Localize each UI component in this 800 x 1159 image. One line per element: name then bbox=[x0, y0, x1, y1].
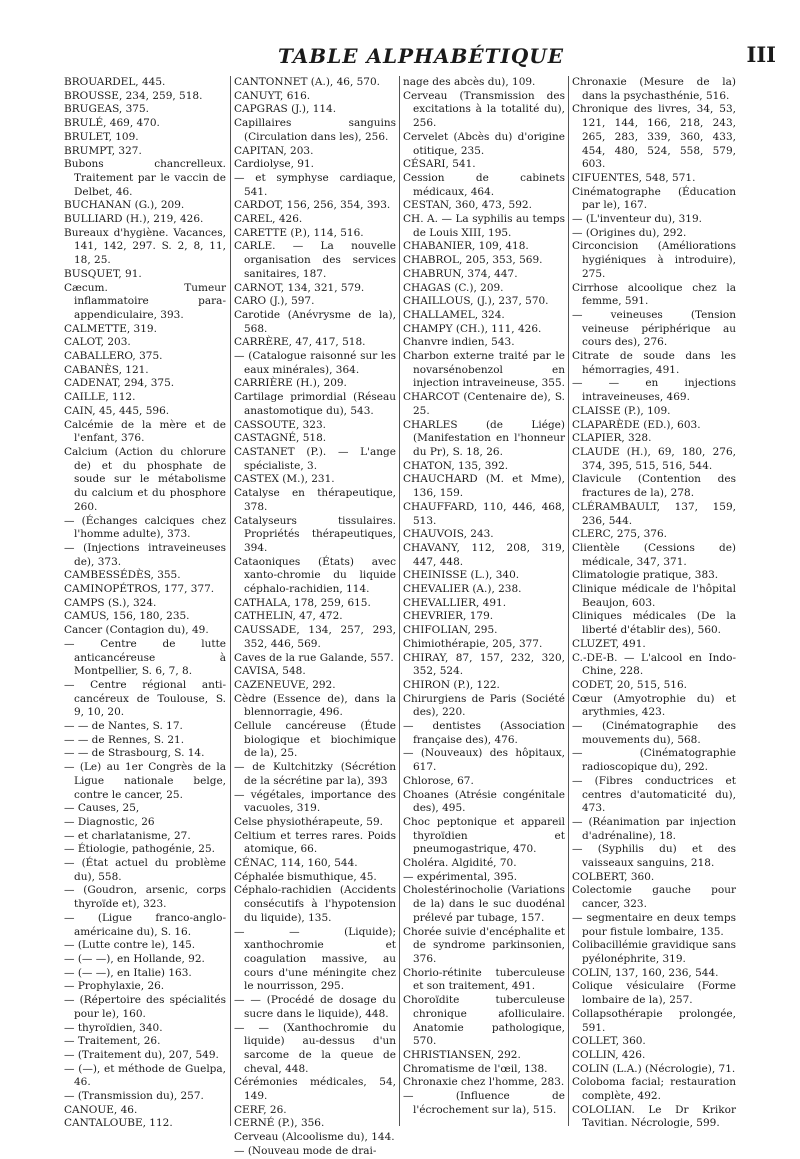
index-entry: COLIN (L.A.) (Nécrologie), 71. bbox=[572, 1062, 736, 1075]
index-entry: — (—), et méthode de Guelpa, 46. bbox=[64, 1062, 226, 1089]
index-entry: Cèdre (Essence de), dans la blennorragie, 496. bbox=[234, 692, 396, 719]
index-entry: COLBERT, 360. bbox=[572, 870, 655, 883]
index-entry: CHIRAY, 87, 157, 232, 320, 352, 524. bbox=[403, 651, 565, 678]
index-entry: — expérimental, 395. bbox=[403, 870, 518, 883]
index-entry: CHAUCHARD (M. et Mme), 136, 159. bbox=[403, 473, 565, 500]
index-entry: BROUSSE, 234, 259, 518. bbox=[64, 89, 203, 102]
index-column-4 bbox=[568, 76, 736, 1130]
index-entry: Cancer (Contagion du), 49. bbox=[64, 624, 209, 637]
index-entry: nage des abcès du), 109. bbox=[403, 76, 536, 88]
index-entry: CHEVALLIER, 491. bbox=[403, 596, 507, 609]
index-entry: Cardiolyse, 91. bbox=[234, 158, 314, 171]
index-entry: — — (Xanthochromie du liquide) au-dessus d'un sarcome de la queue de cheval, 448. bbox=[234, 1021, 396, 1075]
index-entry: CARRÈRE, 47, 417, 518. bbox=[234, 336, 366, 349]
index-entry: CHARCOT (Centenaire de), S. 25. bbox=[403, 391, 565, 417]
index-entry: CÉNAC, 114, 160, 544. bbox=[234, 857, 358, 870]
index-entry: COLLET, 360. bbox=[572, 1035, 646, 1048]
index-entry: Choléra. Algidité, 70. bbox=[403, 857, 517, 870]
index-entry: Caves de la rue Galande, 557. bbox=[234, 651, 394, 664]
index-entry: CHIFOLIAN, 295. bbox=[403, 624, 498, 637]
index-entry: CHAUFFARD, 110, 446, 468, 513. bbox=[403, 500, 565, 527]
index-entry: — (Le) au 1er Congrès de la Ligue nationale belge, contre le cancer, 25. bbox=[64, 761, 226, 801]
index-entry: CHEVALIER (A.), 238. bbox=[403, 583, 522, 596]
index-entry: Clientèle (Cessions de) médicale, 347, 371. bbox=[572, 541, 736, 568]
index-entry: Climatologie pratique, 383. bbox=[572, 569, 719, 582]
index-entry: Cinématographe (Éducation par le), 167. bbox=[572, 185, 736, 212]
index-entry: — (Échanges calciques chez l'homme adulte), 373. bbox=[64, 514, 226, 541]
index-entry: Chronique des livres, 34, 53, 121, 144, 166, 218, 243, 265, 283, 339, 360, 433, 454, 480, 524, 558, 579, 603. bbox=[572, 103, 736, 171]
index-entry: Cerveau (Transmission des excitations à la totalité du), 256. bbox=[403, 89, 565, 130]
index-entry: — (Cinématographie des mouvements du), 568. bbox=[572, 720, 736, 746]
index-column-3 bbox=[399, 76, 565, 1126]
index-entry: Chorée suivie d'encéphalite et de syndrome parkinsonien, 376. bbox=[403, 925, 565, 965]
index-entry: CASTEX (M.), 231. bbox=[234, 473, 335, 486]
index-entry: CAIN, 45, 445, 596. bbox=[64, 404, 170, 417]
index-entry: Clavicule (Contention des fractures de la), 278. bbox=[572, 473, 736, 500]
index-entry: BUSQUET, 91. bbox=[64, 267, 142, 280]
index-entry: — (— —), en Hollande, 92. bbox=[64, 953, 205, 965]
index-entry: Capillaires sanguins (Circulation dans les), 256. bbox=[234, 117, 396, 143]
index-entry: CLÉRAMBAULT, 137, 159, 236, 544. bbox=[572, 500, 736, 527]
index-entry: Cholestérinocholie (Variations de la) dans le suc duodénal prélevé par tubage, 157. bbox=[403, 884, 565, 924]
index-entry: CARLE. — La nouvelle organisation des services sanitaires, 187. bbox=[234, 240, 396, 280]
index-entry: CANTONNET (A.), 46, 570. bbox=[234, 76, 381, 88]
index-entry: Cataoniques (États) avec xanto-chromie du liquide céphalo-rachidien, 114. bbox=[234, 555, 396, 596]
index-entry: Cartilage primordial (Réseau anastomotique du), 543. bbox=[234, 391, 396, 417]
index-entry: — (Cinématographie radioscopique du), 292. bbox=[572, 747, 736, 774]
index-entry: CALOT, 203. bbox=[64, 336, 131, 349]
index-entry: — thyroïdien, 340. bbox=[64, 1021, 163, 1034]
index-entry: CLERC, 275, 376. bbox=[572, 528, 668, 541]
index-entry: Chirurgiens de Paris (Société des), 220. bbox=[403, 692, 565, 719]
index-entry: — — en injections intraveineuses, 469. bbox=[572, 377, 736, 404]
index-entry: — (Goudron, arsenic, corps thyroïde et), 323. bbox=[64, 884, 226, 911]
index-entry: — segmentaire en deux temps pour fistule lombaire, 135. bbox=[572, 911, 736, 938]
index-entry: BUCHANAN (G.), 209. bbox=[64, 199, 185, 212]
index-entry: CAUSSADE, 134, 257, 293, 352, 446, 569. bbox=[234, 624, 396, 650]
index-entry: CH. A. — La syphilis au temps de Louis XIII, 195. bbox=[403, 213, 565, 239]
index-entry: — Prophylaxie, 26. bbox=[64, 980, 165, 993]
index-entry: CLAPARÈDE (ED.), 603. bbox=[572, 418, 701, 431]
index-entry: BRUMPT, 327. bbox=[64, 144, 142, 157]
index-entry: CLUZET, 491. bbox=[572, 637, 646, 650]
index-entry: CLAUDE (H.), 69, 180, 276, 374, 395, 515, 516, 544. bbox=[572, 445, 736, 472]
index-entry: CHARLES (de Liége) (Manifestation en l'honneur du Pr), S. 18, 26. bbox=[403, 418, 565, 458]
index-entry: CHABROL, 205, 353, 569. bbox=[403, 254, 543, 267]
index-entry: — Causes, 25, bbox=[64, 802, 140, 815]
index-entry: CAMINOPÉTROS, 177, 377. bbox=[64, 583, 215, 596]
index-entry: Bureaux d'hygiène. Vacances, 141, 142, 297. S. 2, 8, 11, 18, 25. bbox=[64, 226, 226, 267]
index-entry: BULLIARD (H.), 219, 426. bbox=[64, 213, 204, 226]
index-entry: CANOUE, 46. bbox=[64, 1103, 138, 1116]
index-entry: Chanvre indien, 543. bbox=[403, 336, 515, 349]
index-entry: CERF, 26. bbox=[234, 1103, 287, 1116]
index-entry: Choroïdite tuberculeuse chronique afolliculaire. Anatomie pathologique, 570. bbox=[403, 994, 565, 1048]
index-entry: — — de Nantes, S. 17. bbox=[64, 720, 183, 733]
index-entry: Colectomie gauche pour cancer, 323. bbox=[572, 884, 736, 911]
index-entry: CAMUS, 156, 180, 235. bbox=[64, 610, 190, 623]
index-entry: Cervelet (Abcès du) d'origine otitique, 235. bbox=[403, 130, 565, 157]
index-entry: — (Syphilis du) et des vaisseaux sanguins, 218. bbox=[572, 843, 736, 870]
index-entry: Cœur (Amyotrophie du) et arythmies, 423. bbox=[572, 692, 736, 719]
index-entry: BRULÉ, 469, 470. bbox=[64, 117, 160, 130]
index-entry: CARNOT, 134, 321, 579. bbox=[234, 281, 365, 294]
index-entry: CHALLAMEL, 324. bbox=[403, 308, 505, 321]
index-entry: CHRISTIANSEN, 292. bbox=[403, 1048, 521, 1061]
index-entry: Chromatisme de l'œil, 138. bbox=[403, 1062, 548, 1075]
index-column-1 bbox=[64, 76, 226, 1130]
index-entry: CALMETTE, 319. bbox=[64, 322, 157, 335]
index-entry: — Étiologie, pathogénie, 25. bbox=[64, 843, 215, 856]
index-entry: CAZENEUVE, 292. bbox=[234, 678, 336, 691]
index-columns bbox=[64, 76, 778, 1157]
index-entry: Chronaxie chez l'homme, 283. bbox=[403, 1076, 565, 1089]
index-entry: CLAPIER, 328. bbox=[572, 432, 652, 445]
index-entry: C.-DE-B. — L'alcool en Indo-Chine, 228. bbox=[572, 651, 736, 678]
index-entry: — (État actuel du problème du), 558. bbox=[64, 857, 226, 883]
index-entry: CARDOT, 156, 256, 354, 393. bbox=[234, 199, 391, 212]
index-entry: CHATON, 135, 392. bbox=[403, 459, 509, 472]
index-entry: CATHELIN, 47, 472. bbox=[234, 610, 343, 623]
index-entry: CHABRUN, 374, 447. bbox=[403, 267, 518, 280]
index-entry: CAILLE, 112. bbox=[64, 391, 136, 404]
index-entry: CESTAN, 360, 473, 592. bbox=[403, 199, 532, 212]
index-entry: — — (Procédé de dosage du sucre dans le liquide), 448. bbox=[234, 994, 396, 1020]
index-entry: BRULET, 109. bbox=[64, 130, 139, 143]
index-entry: CERNÉ (P.), 356. bbox=[234, 1117, 325, 1130]
index-entry: Cæcum. Tumeur inflammatoire para-appendiculaire, 393. bbox=[64, 281, 226, 321]
index-entry: COLOLIAN. Le Dr Krikor Tavitian. Nécrologie, 599. bbox=[572, 1103, 736, 1130]
index-entry: CATHALA, 178, 259, 615. bbox=[234, 596, 371, 609]
index-entry: — (Lutte contre le), 145. bbox=[64, 939, 196, 952]
index-entry: CAPGRAS (J.), 114. bbox=[234, 103, 337, 116]
index-entry: Calcium (Action du chlorure de) et du phosphate de soude sur le métabolisme du calcium et du phosphore 260. bbox=[64, 445, 226, 513]
index-entry: — (— —), en Italie) 163. bbox=[64, 966, 192, 979]
index-entry: — (L'inventeur du), 319. bbox=[572, 213, 703, 226]
index-entry: CODET, 20, 515, 516. bbox=[572, 678, 687, 691]
index-entry: — (Transmission du), 257. bbox=[64, 1090, 204, 1103]
index-entry: CAMPS (S.), 324. bbox=[64, 596, 157, 609]
index-entry: Cession de cabinets médicaux, 464. bbox=[403, 171, 565, 198]
index-entry: Calcémie de la mère et de l'enfant, 376. bbox=[64, 418, 226, 445]
page-number: III bbox=[746, 42, 776, 67]
index-entry: CHAMPY (CH.), 111, 426. bbox=[403, 322, 542, 335]
index-entry: CARRIÈRE (H.), 209. bbox=[234, 377, 347, 390]
index-entry: CHAILLOUS, (J.), 237, 570. bbox=[403, 295, 549, 308]
index-entry: Carotide (Anévrysme de la), 568. bbox=[234, 308, 396, 335]
index-entry: CANUYT, 616. bbox=[234, 89, 311, 102]
index-entry: — Diagnostic, 26 bbox=[64, 815, 155, 828]
index-entry: Choanes (Atrésie congénitale des), 495. bbox=[403, 788, 565, 815]
index-entry: Colique vésiculaire (Forme lombaire de la), 257. bbox=[572, 980, 736, 1007]
index-entry: — veineuses (Tension veineuse périphérique au cours des), 276. bbox=[572, 308, 736, 349]
index-entry: Bubons chancrelleux. Traitement par le vaccin de Delbet, 46. bbox=[64, 158, 226, 198]
index-entry: CABALLERO, 375. bbox=[64, 350, 163, 363]
index-entry: CAPITAN, 203. bbox=[234, 144, 314, 157]
index-entry: CHEINISSE (L.), 340. bbox=[403, 569, 520, 582]
index-entry: — Traitement, 26. bbox=[64, 1035, 161, 1048]
index-entry: CHAVANY, 112, 208, 319, 447, 448. bbox=[403, 541, 565, 568]
index-entry: CASSOUTE, 323. bbox=[234, 418, 326, 431]
index-entry: — et symphyse cardiaque, 541. bbox=[234, 171, 396, 198]
index-entry: Colibacillémie gravidique sans pyélonéphrite, 319. bbox=[572, 939, 736, 965]
index-entry: CAREL, 426. bbox=[234, 213, 303, 226]
index-entry: CABANÈS, 121. bbox=[64, 363, 149, 376]
index-entry: Charbon externe traité par le novarsénobenzol en injection intraveineuse, 355. bbox=[403, 350, 565, 390]
index-entry: — dentistes (Association française des), 476. bbox=[403, 720, 565, 746]
index-entry: Citrate de soude dans les hémorragies, 491. bbox=[572, 350, 736, 376]
index-entry: — — de Strasbourg, S. 14. bbox=[64, 747, 205, 760]
index-entry: — (Fibres conductrices et centres d'automaticité du), 473. bbox=[572, 774, 736, 815]
index-entry: Cérémonies médicales, 54, 149. bbox=[234, 1076, 396, 1103]
index-entry: Céphalo-rachidien (Accidents consécutifs à l'hypotension du liquide), 135. bbox=[234, 884, 396, 924]
index-entry: — et charlatanisme, 27. bbox=[64, 829, 191, 842]
index-entry: — (Nouveaux) des hôpitaux, 617. bbox=[403, 747, 565, 774]
index-entry: COLLIN, 426. bbox=[572, 1048, 646, 1061]
index-entry: — de Kultchitzky (Sécrétion de la sécrétine par la), 393 bbox=[234, 761, 396, 787]
index-entry: CASTANET (P.). — L'ange spécialiste, 3. bbox=[234, 445, 396, 472]
index-entry: Cellule cancéreuse (Étude biologique et biochimique de la), 25. bbox=[234, 720, 396, 760]
index-entry: Celse physiothérapeute, 59. bbox=[234, 815, 384, 828]
index-entry: — — (Liquide); xanthochromie et coagulation massive, au cours d'une méningite chez le nourrisson, 295. bbox=[234, 925, 396, 993]
index-entry: CHIRON (P.), 122. bbox=[403, 678, 500, 691]
index-entry: — Centre de lutte anticancéreuse à Montpellier, S. 6, 7, 8. bbox=[64, 637, 226, 678]
index-entry: BROUARDEL, 445. bbox=[64, 76, 166, 88]
index-entry: — végétales, importance des vacuoles, 319. bbox=[234, 788, 396, 815]
index-entry: COLIN, 137, 160, 236, 544. bbox=[572, 966, 719, 979]
index-entry: — — de Rennes, S. 21. bbox=[64, 733, 185, 746]
index-entry: Catalyseurs tissulaires. Propriétés thérapeutiques, 394. bbox=[234, 514, 396, 554]
index-entry: Collapsothérapie prolongée, 591. bbox=[572, 1007, 736, 1034]
index-entry: CIFUENTES, 548, 571. bbox=[572, 171, 696, 184]
index-entry: — Centre régional anti-cancéreux de Toulouse, S. 9, 10, 20. bbox=[64, 678, 226, 719]
index-entry: Celtium et terres rares. Poids atomique, 66. bbox=[234, 829, 396, 856]
index-entry: CHABANIER, 109, 418. bbox=[403, 240, 529, 253]
index-entry: CLAISSE (P.), 109. bbox=[572, 404, 671, 417]
index-entry: — (Répertoire des spécialités pour le), 160. bbox=[64, 994, 226, 1020]
index-entry: CÉSARI, 541. bbox=[403, 158, 476, 171]
index-entry: Chlorose, 67. bbox=[403, 774, 474, 787]
index-entry: — (Injections intraveineuses de), 373. bbox=[64, 541, 226, 568]
index-entry: CAVISA, 548. bbox=[234, 665, 306, 678]
index-entry: CARETTE (P.), 114, 516. bbox=[234, 226, 364, 239]
index-entry: — (Traitement du), 207, 549. bbox=[64, 1048, 219, 1061]
index-entry: — (Réanimation par injection d'adrénaline), 18. bbox=[572, 815, 736, 842]
index-entry: CANTALOUBE, 112. bbox=[64, 1117, 173, 1130]
index-entry: CADENAT, 294, 375. bbox=[64, 377, 175, 390]
index-entry: Chronaxie (Mesure de la) dans la psychasthénie, 516. bbox=[572, 76, 736, 102]
index-entry: BRUGEAS, 375. bbox=[64, 103, 149, 116]
index-entry: — (Ligue franco-anglo-américaine du), S. 16. bbox=[64, 911, 226, 938]
index-entry: Cerveau (Alcoolisme du), 144. bbox=[234, 1131, 395, 1144]
page-title: TABLE ALPHABÉTIQUE bbox=[277, 44, 564, 68]
index-entry: CAMBESSÉDÈS, 355. bbox=[64, 569, 181, 582]
index-entry: — (Catalogue raisonné sur les eaux minérales), 364. bbox=[234, 350, 396, 376]
index-entry: CHAGAS (C.), 209. bbox=[403, 281, 504, 294]
index-entry: CARO (J.), 597. bbox=[234, 295, 315, 308]
index-entry: CHAUVOIS, 243. bbox=[403, 528, 494, 541]
index-entry: — (Origines du), 292. bbox=[572, 226, 687, 239]
index-entry: — (Nouveau mode de drai- bbox=[234, 1144, 377, 1157]
index-entry: Catalyse en thérapeutique, 378. bbox=[234, 487, 396, 513]
index-entry: CASTAGNÉ, 518. bbox=[234, 432, 327, 445]
index-entry: Chorio-rétinite tuberculeuse et son traitement, 491. bbox=[403, 966, 565, 993]
index-entry: Choc peptonique et appareil thyroïdien et pneumogastrique, 470. bbox=[403, 815, 565, 856]
index-entry: Céphalée bismuthique, 45. bbox=[234, 870, 377, 883]
page-header bbox=[66, 40, 776, 70]
index-entry: Clinique médicale de l'hôpital Beaujon, 603. bbox=[572, 583, 736, 609]
index-entry: Circoncision (Améliorations hygiéniques à introduire), 275. bbox=[572, 240, 736, 280]
index-entry: — (Influence de l'écrochement sur la), 515. bbox=[403, 1090, 565, 1116]
index-entry: Chimiothérapie, 205, 377. bbox=[403, 637, 543, 650]
index-entry: Cirrhose alcoolique chez la femme, 591. bbox=[572, 281, 736, 308]
index-entry: Cliniques médicales (De la liberté d'établir des), 560. bbox=[572, 610, 736, 637]
index-entry: Coloboma facial; restauration complète, 492. bbox=[572, 1076, 736, 1103]
index-column-2 bbox=[230, 76, 396, 1157]
index-entry: CHEVRIER, 179. bbox=[403, 610, 494, 623]
